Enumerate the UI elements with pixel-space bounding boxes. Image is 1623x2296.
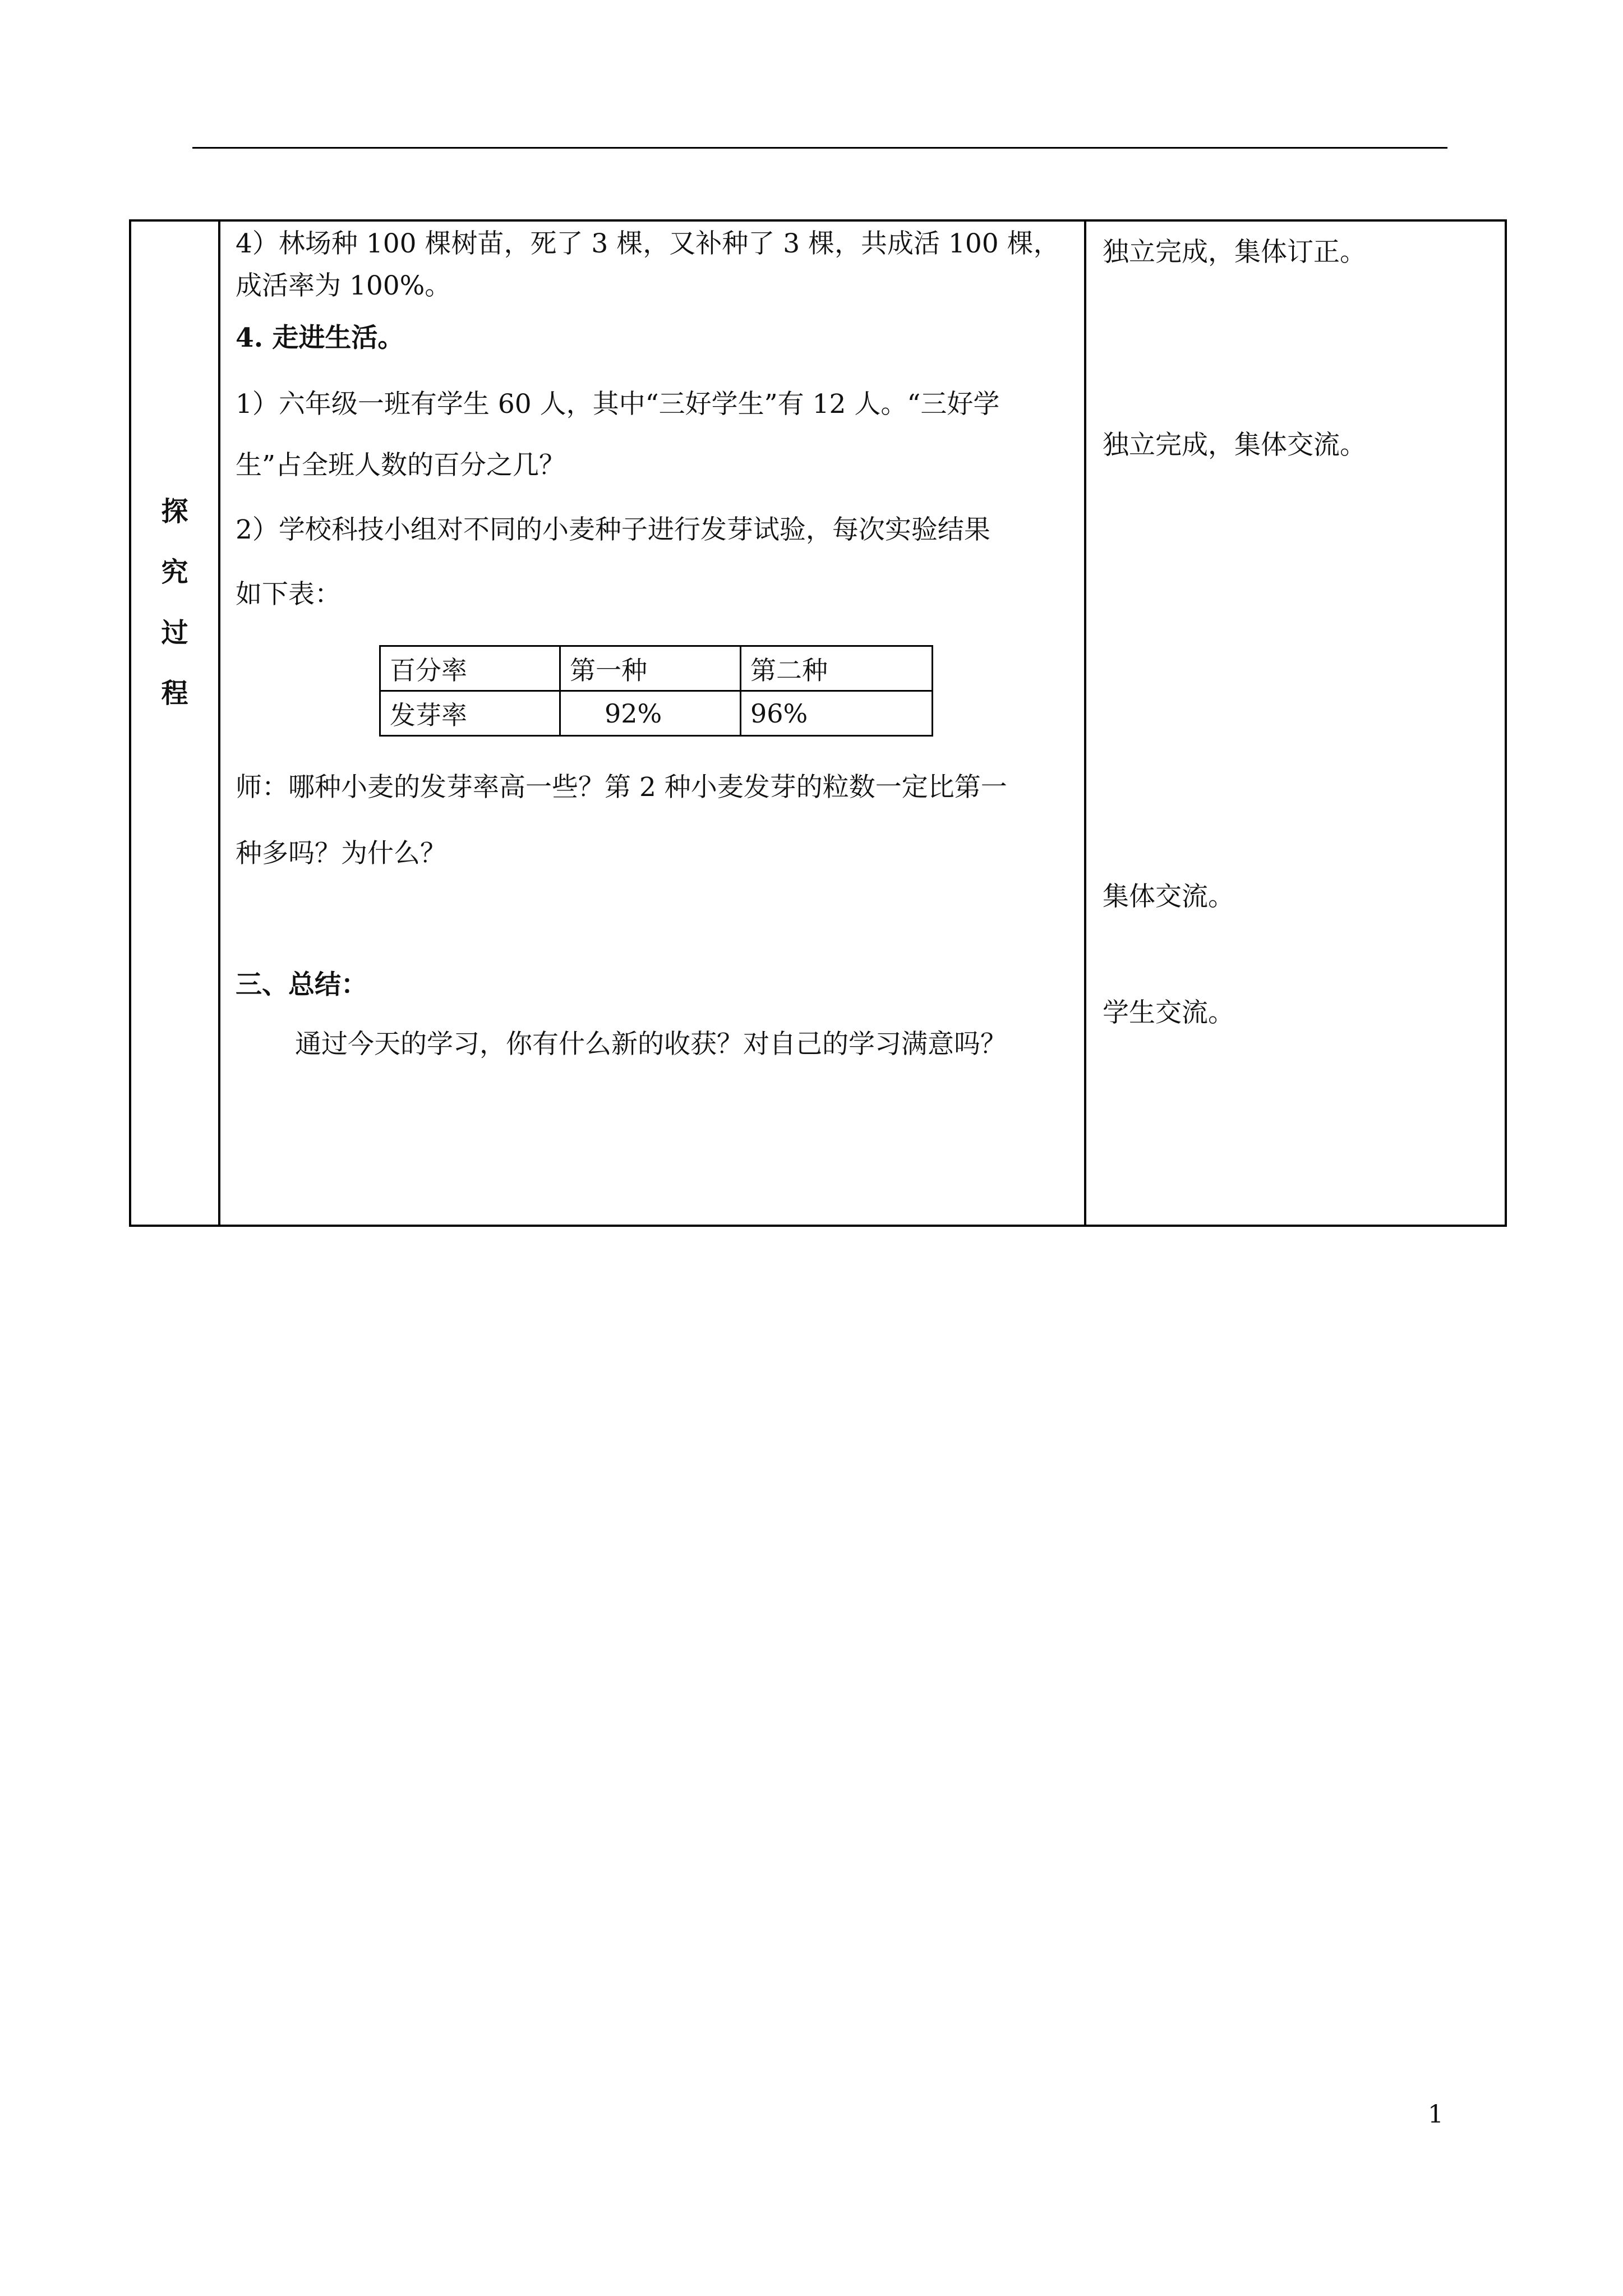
- teacher-line2: 种多吗？为什么？: [236, 838, 446, 869]
- table-row: [380, 691, 933, 736]
- note-3: 集体交流。: [1103, 881, 1234, 912]
- q2-line1: 2）学校科技小组对不同的小麦种子进行发芽试验，每次实验结果: [236, 514, 990, 545]
- table-header-cell: 第二种: [741, 646, 933, 691]
- table-header-cell: 百分率: [380, 646, 560, 691]
- header-rule: [192, 147, 1447, 149]
- notes-area: [1103, 219, 1495, 1227]
- q1-line2: 生”占全班人数的百分之几？: [236, 450, 566, 481]
- table-header-cell: 第一种: [560, 646, 741, 691]
- table-cell: 96%: [741, 691, 933, 736]
- note-1: 独立完成，集体订正。: [1103, 237, 1366, 268]
- section-label-char: 过: [161, 617, 188, 648]
- summary-heading: 三、总结：: [236, 969, 367, 1000]
- section-label-char: 程: [161, 678, 188, 709]
- teacher-line1: 师：哪种小麦的发芽率高一些？第 2 种小麦发芽的粒数一定比第一: [236, 772, 1007, 803]
- summary-text: 通过今天的学习，你有什么新的收获？对自己的学习满意吗？: [295, 1029, 1007, 1060]
- content-area: [236, 219, 1077, 1227]
- item4-line2: 成活率为 100%。: [236, 270, 451, 301]
- section-label-char: 究: [161, 556, 188, 588]
- q1-line1: 1）六年级一班有学生 60 人，其中“三好学生”有 12 人。“三好学: [236, 389, 1000, 420]
- note-4: 学生交流。: [1103, 997, 1234, 1028]
- page-number: 1: [1428, 2100, 1444, 2129]
- table-cell: 发芽率: [380, 691, 560, 736]
- table-header-row: [380, 646, 933, 691]
- item4-line1: 4）林场种 100 棵树苗，死了 3 棵，又补种了 3 棵，共成活 100 棵，: [236, 228, 1060, 259]
- germination-table: [379, 645, 933, 737]
- note-2: 独立完成，集体交流。: [1103, 430, 1366, 461]
- q2-line2: 如下表：: [236, 579, 341, 610]
- section-label-char: 探: [161, 496, 188, 527]
- section-label: [129, 219, 220, 1227]
- table-cell: 92%: [560, 691, 741, 736]
- heading-life: 4. 走进生活。: [236, 323, 404, 353]
